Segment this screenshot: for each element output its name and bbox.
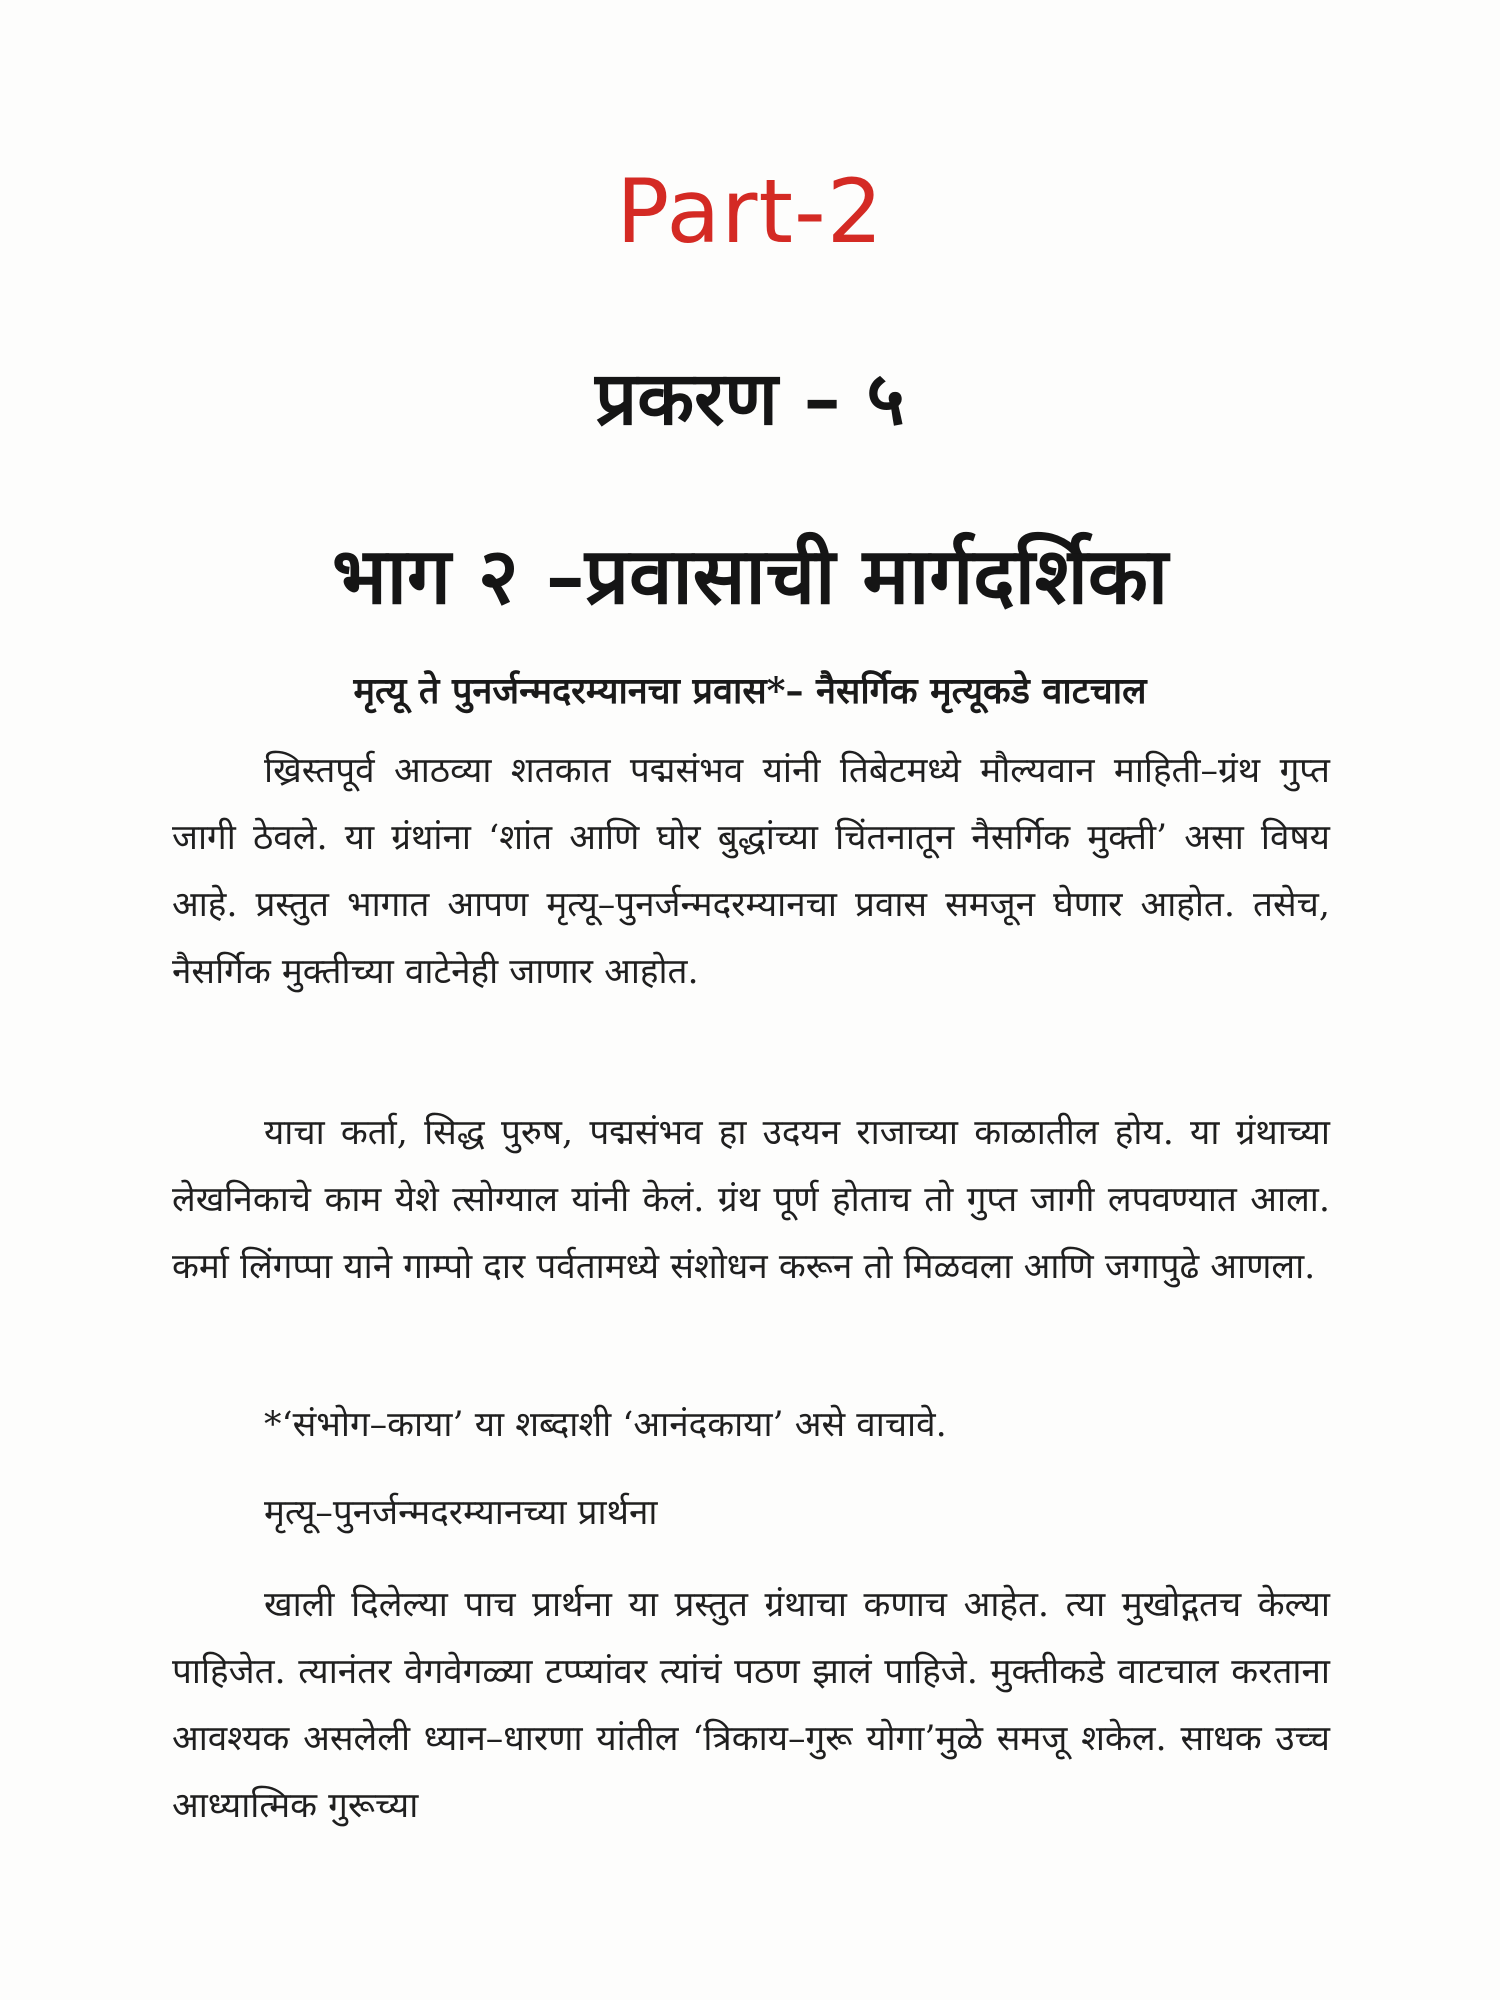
prayer-heading bbox=[172, 1480, 1330, 1547]
paragraph-2 bbox=[172, 1100, 1330, 1301]
part-label: Part-2 bbox=[616, 160, 884, 263]
paragraph-text: ख्रिस्तपूर्व आठव्या शतकात पद्मसंभव यांनी तिबेटमध्ये मौल्यवान माहिती–ग्रंथ गुप्त जागी ठेवले. या ग्रंथांना ‘शांत आणि घोर बुद्धांच्या चिंतनातून नैसर्गिक मुक्ती’ असा विषय आहे. प्रस्तुत भागात आपण मृत्यू–पुनर्जन्मदरम्यानचा प्रवास समजून घेणार आहोत. तसेच, नैसर्गिक मुक्तीच्या वाटेनेही जाणार आहोत. bbox=[172, 751, 1330, 992]
paragraph-1 bbox=[172, 738, 1330, 1006]
prayer-heading-text: मृत्यू–पुनर्जन्मदरम्यानच्या प्रार्थना bbox=[264, 1493, 658, 1533]
paragraph-3 bbox=[172, 1572, 1330, 1840]
footnote bbox=[172, 1392, 1330, 1459]
section-title: भाग २ –प्रवासाची मार्गदर्शिका bbox=[331, 531, 1169, 622]
chapter-heading: प्रकरण – ५ bbox=[595, 356, 905, 442]
footnote-text: *‘संभोग–काया’ या शब्दाशी ‘आनंदकाया’ असे वाचावे. bbox=[264, 1405, 947, 1445]
paragraph-text: याचा कर्ता, सिद्ध पुरुष, पद्मसंभव हा उदयन राजाच्या काळातील होय. या ग्रंथाच्या लेखनिकाचे काम येशे त्सोग्याल यांनी केलं. ग्रंथ पूर्ण होताच तो गुप्त जागी लपवण्यात आला. कर्मा लिंगप्पा याने गाम्पो दार पर्वतामध्ये संशोधन करून तो मिळवला आणि जगापुढे आणला. bbox=[172, 1113, 1330, 1287]
paragraph-text: खाली दिलेल्या पाच प्रार्थना या प्रस्तुत ग्रंथाचा कणाच आहेत. त्या मुखोद्गतच केल्या पाहिजेत. त्यानंतर वेगवेगळ्या टप्प्यांवर त्यांचं पठण झालं पाहिजे. मुक्तीकडे वाटचाल करताना आवश्यक असलेली ध्यान–धारणा यांतील ‘त्रिकाय–गुरू योगा’मुळे समजू शकेल. साधक उच्च आध्यात्मिक गुरूच्या bbox=[172, 1585, 1330, 1826]
subheading: मृत्यू ते पुनर्जन्मदरम्यानचा प्रवास*– नैसर्गिक मृत्यूकडे वाटचाल bbox=[353, 670, 1147, 712]
